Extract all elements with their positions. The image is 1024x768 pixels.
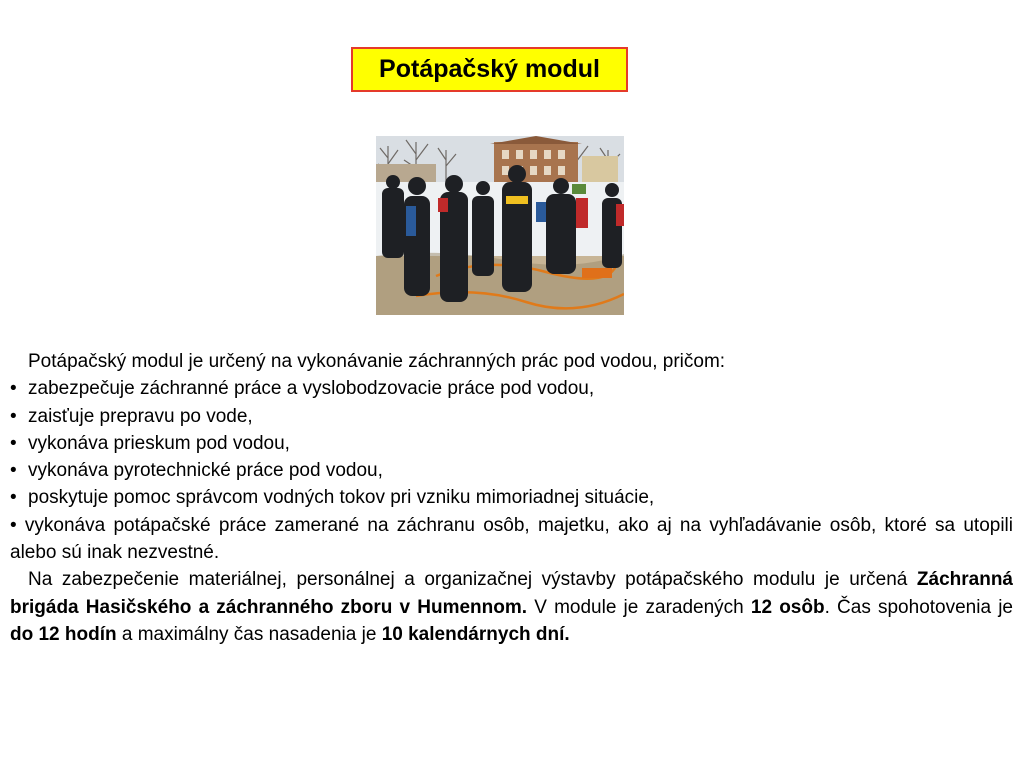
closing-paragraph [10,566,1013,648]
closing-bold-deployment: 10 kalendárnych dní. [381,623,570,645]
list-item [10,375,1013,402]
bullet-icon: • [10,405,17,427]
list-item [10,457,1013,484]
closing-text: V module je zaradených [527,596,751,618]
slide-title: Potápačský modul [351,47,628,92]
list-item [10,403,1013,430]
divers-photo [376,136,624,315]
bullet-icon: • [10,378,17,400]
closing-bold-persons: 12 osôb [750,596,825,618]
bullet-icon: • [10,432,17,454]
bullet-icon: • [10,514,17,536]
list-item [10,484,1013,511]
bullet-text: zabezpečuje záchranné práce a vyslobodzovacie práce pod vodou, [28,378,595,400]
bullet-icon: • [10,460,17,482]
list-item [10,512,1013,567]
bullet-text: vykonáva prieskum pod vodou, [28,432,290,454]
text-block [10,348,1013,648]
bullet-icon: • [10,487,17,509]
closing-text: . Čas spohotovenia je [824,596,1013,618]
list-item [10,430,1013,457]
intro-paragraph: Potápačský modul je určený na vykonávanie záchranných prác pod vodou, pričom: [28,351,726,372]
closing-bold-brigade: Záchranná brigáda Hasičského a záchranného zboru v Humennom. [10,569,1013,618]
bullet-text: vykonáva potápačské práce zamerané na záchranu osôb, majetku, ako aj na vyhľadávanie osôb, ktoré sa utopili alebo sú inak nezvestné. [10,514,1013,564]
bullet-text: poskytuje pomoc správcom vodných tokov pri vzniku mimoriadnej situácie, [28,487,655,509]
closing-text: Na zabezpečenie materiálnej, personálnej a organizačnej výstavby potápačského modulu je určená [28,569,917,591]
bullet-text: vykonáva pyrotechnické práce pod vodou, [28,460,383,482]
bullet-text: zaisťuje prepravu po vode, [28,405,253,427]
closing-text: a maximálny čas nasadenia je [116,623,382,645]
closing-bold-readiness: do 12 hodín [10,623,117,645]
